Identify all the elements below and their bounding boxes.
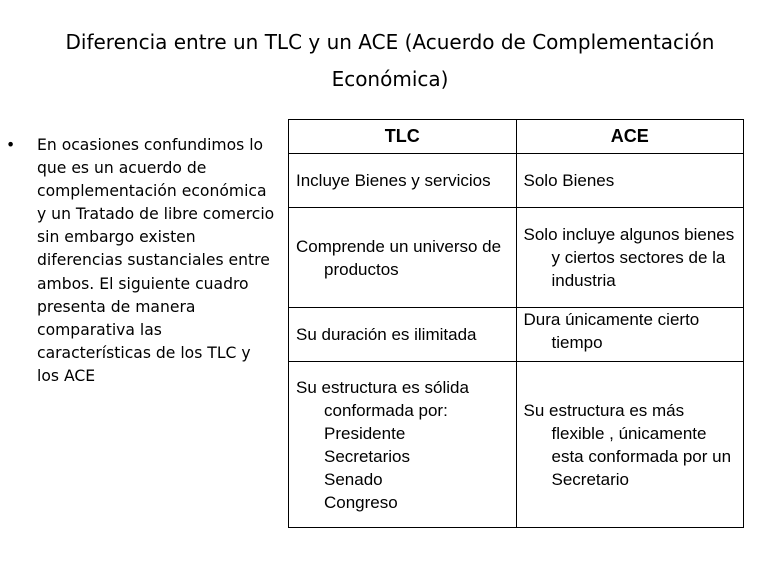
list-item: Presidente: [324, 423, 406, 443]
table-row: [289, 362, 744, 528]
cell-text: Incluye Bienes y servicios: [296, 171, 491, 190]
cell-tlc: [289, 154, 517, 208]
cell-text: Solo Bienes: [523, 171, 615, 190]
cell-ace: [516, 208, 744, 308]
slide-title: Diferencia entre un TLC y un ACE (Acuerdo de Complementación Económica): [65, 30, 715, 91]
header-ace: ACE: [516, 120, 744, 154]
cell-text: Su estructura es sólida conformada por:: [296, 377, 469, 420]
cell-text: Dura únicamente cierto tiempo: [523, 310, 700, 352]
cell-tlc: [289, 308, 517, 362]
comparison-table: [288, 119, 744, 528]
cell-ace: [516, 308, 744, 362]
header-tlc: TLC: [289, 120, 517, 154]
cell-text: Su duración es ilimitada: [296, 325, 477, 344]
list-item: Secretarios: [324, 446, 410, 466]
cell-ace: [516, 154, 744, 208]
cell-tlc: [289, 362, 517, 528]
list-item: Congreso: [324, 492, 398, 512]
cell-tlc: [289, 208, 517, 308]
bullet-text: En ocasiones confundimos lo que es un acuerdo de complementación económica y un Tratado de libre comercio sin embargo existen diferencias sustanciales entre ambos. El siguiente cuadro presenta de manera comparativa las características de los TLC y los ACE: [37, 136, 275, 385]
cell-text: Su estructura es más flexible , únicamente esta conformada por un Secretario: [523, 400, 732, 489]
cell-text: Solo incluye algunos bienes y ciertos sectores de la industria: [523, 225, 735, 290]
cell-text: Comprende un universo de productos: [296, 236, 502, 279]
table-row: [289, 208, 744, 308]
cell-ace: [516, 362, 744, 528]
table-header-row: [289, 120, 744, 154]
table-row: [289, 154, 744, 208]
table-row: [289, 308, 744, 362]
list-item: Senado: [324, 469, 383, 489]
bullet-dot-icon: •: [6, 136, 16, 154]
